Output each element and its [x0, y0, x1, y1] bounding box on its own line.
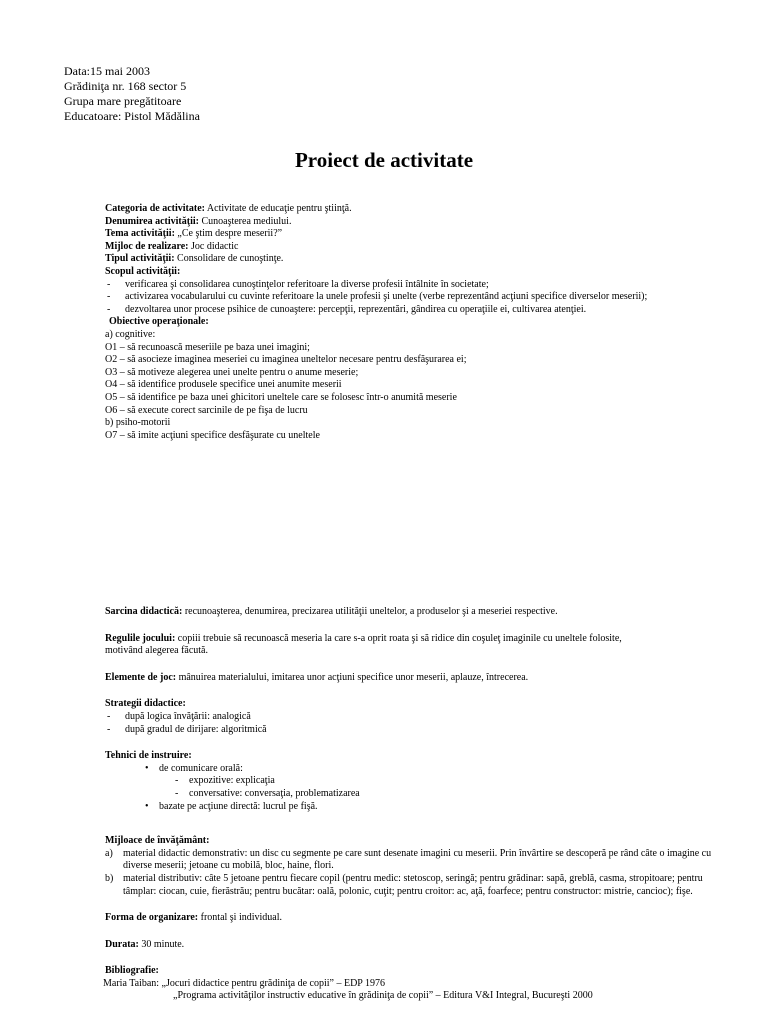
- technique-item: • bazate pe acţiune directă: lucrul pe fişă.: [145, 800, 318, 812]
- type-label: Tipul activităţii:: [105, 253, 175, 265]
- category-label: Categoria de activitate:: [105, 203, 205, 214]
- name-value: Cunoaşterea mediului.: [198, 215, 292, 227]
- scope-item: - dezvoltarea unor procese psihice de cunoaştere: percepţii, reprezentări, gândirea cu operaţiile ei, cultivarea atenţiei.: [107, 303, 587, 315]
- means-value: Joc didactic: [188, 240, 239, 252]
- strategy-item: - după logica învăţării: analogică: [107, 710, 251, 722]
- rules-value: copiii trebuie să recunoască meseria la care s-a oprit roata şi să ridice din coşuleţ imaginile cu uneltele folosite,: [175, 632, 622, 644]
- objectives-label: Obiective operaţionale:: [109, 316, 209, 328]
- activity-details: [105, 606, 725, 1003]
- teaching-means-item: b) material distributiv: câte 5 jetoane pentru fiecare copil (pentru medic: stetoscop, seringă; pentru grădinar: sapă, greblă, casma, stropitoare; pentru tâmplar: ciocan, cuie, fierăstrău; pentru bucătar: oală, polonic, cuţit; pentru croitor: ac, aţă, foarfece; pentru constructor: mistrie, cancioc); fişe.: [105, 872, 703, 897]
- technique-subitem: - conversative: conversaţia, problematizarea: [175, 787, 360, 799]
- technique-subitem: - expozitive: explicaţia: [175, 775, 275, 787]
- game-elements-label: Elemente de joc:: [105, 671, 177, 683]
- organization-value: frontal şi individual.: [198, 912, 283, 924]
- group-line: Grupa mare pregătitoare: [64, 94, 182, 108]
- task-label: Sarcina didactică:: [105, 606, 183, 617]
- game-elements-value: mânuirea materialului, imitarea unor acţiuni specifice unor meserii, aplauze, întrecerea.: [176, 671, 529, 683]
- techniques-label: Tehnici de instruire:: [105, 750, 192, 762]
- document-header: [64, 64, 200, 124]
- date-line: Data:15 mai 2003: [64, 64, 150, 78]
- strategy-item: - după gradul de dirijare: algoritmică: [107, 723, 267, 735]
- objective-item: O1 – să recunoască meseriile pe baza unei imagini;: [105, 341, 310, 353]
- type-value: Consolidare de cunoştinţe.: [174, 253, 284, 265]
- scope-item: - activizarea vocabularului cu cuvinte referitoare la unele profesii şi unelte (verbe reprezentând acţiuni specifice diverselor meserii);: [107, 291, 648, 303]
- kindergarten-line: Grădiniţa nr. 168 sector 5: [64, 79, 187, 93]
- activity-info: [105, 203, 725, 442]
- objective-item: O6 – să execute corect sarcinile de pe fişa de lucru: [105, 404, 308, 416]
- duration-label: Durata:: [105, 938, 139, 950]
- rules-label: Regulile jocului:: [105, 632, 176, 644]
- objectives-psychomotor-heading: b) psiho-motorii: [105, 417, 171, 429]
- objectives-cognitive-heading: a) cognitive:: [105, 328, 156, 340]
- teaching-means-label: Mijloace de învăţământ:: [105, 835, 210, 847]
- means-label: Mijloc de realizare:: [105, 240, 189, 252]
- bibliography-item: „Programa activităţilor instructiv educative în grădiniţa de copii” – Editura V&I Integral, Bucureşti 2000: [173, 990, 593, 1002]
- organization-label: Forma de organizare:: [105, 912, 199, 924]
- rules-value-cont: motivând alegerea făcută.: [105, 645, 208, 657]
- objective-item: O7 – să imite acţiuni specifice desfăşurate cu uneltele: [105, 429, 320, 441]
- teaching-means-item: a) material didactic demonstrativ: un disc cu segmente pe care sunt desenate imagini cu meserii. Prin învârtire se descoperă pe rând câte o imagine cu diverse meserii; jetoane cu mobilă, bloc, haine, flori.: [105, 847, 712, 872]
- technique-item: • de comunicare orală:: [145, 762, 243, 774]
- objective-item: O5 – să identifice pe baza unei ghicitori uneltele care se folosesc într-o anumită meserie: [105, 391, 457, 403]
- bibliography-label: Bibliografie:: [105, 965, 159, 977]
- strategies-label: Strategii didactice:: [105, 698, 186, 710]
- objective-item: O2 – să asocieze imaginea meseriei cu imaginea uneltelor necesare pentru desfăşurarea ei;: [105, 354, 467, 366]
- theme-label: Tema activităţii:: [105, 228, 175, 240]
- task-value: recunoaşterea, denumirea, precizarea utilităţii uneltelor, a produselor şi a meseriei respective.: [182, 606, 558, 617]
- theme-value: „Ce ştim despre meserii?”: [174, 228, 283, 240]
- teacher-line: Educatoare: Pistol Mădălina: [64, 109, 200, 123]
- name-label: Denumirea activităţii:: [105, 215, 199, 227]
- bibliography-item: Maria Taiban: „Jocuri didactice pentru grădiniţa de copii” – EDP 1976: [103, 977, 385, 989]
- objective-item: O3 – să motiveze alegerea unei unelte pentru o anume meserie;: [105, 366, 359, 378]
- document-title: Proiect de activitate: [294, 148, 474, 172]
- category-value: Activitate de educaţie pentru ştiinţă.: [204, 203, 352, 214]
- duration-value: 30 minute.: [138, 938, 185, 950]
- scope-item: - verificarea şi consolidarea cunoştinţelor referitoare la diverse profesii întâlnite în societate;: [107, 278, 489, 290]
- scope-label: Scopul activităţii:: [105, 265, 181, 277]
- objective-item: O4 – să identifice produsele specifice unei anumite meserii: [105, 379, 342, 391]
